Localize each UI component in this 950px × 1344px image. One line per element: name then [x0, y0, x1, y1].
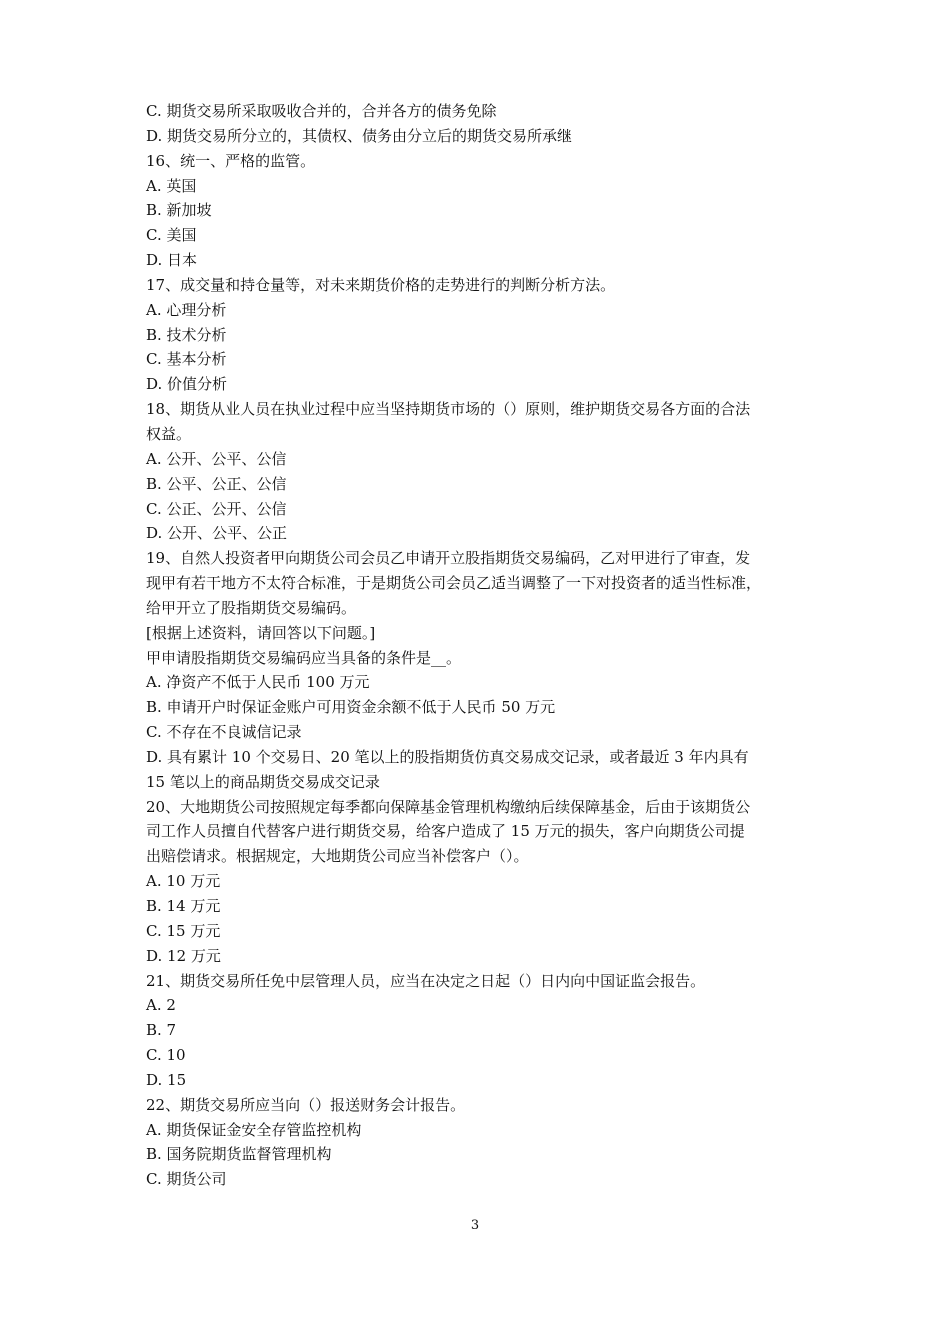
question-19-continued: 现甲有若干地方不太符合标准，于是期货公司会员乙适当调整了一下对投资者的适当性标准， [146, 574, 762, 593]
option-a: A. 10 万元 [146, 872, 221, 891]
option-a: A. 心理分析 [146, 300, 227, 319]
option-d-continued: 15 笔以上的商品期货交易成交记录 [146, 772, 380, 791]
option-c: C. 10 [146, 1046, 186, 1065]
question-16: 16、统一、严格的监管。 [146, 151, 316, 170]
option-b: B. 技术分析 [146, 325, 227, 344]
question-20-continued: 出赔偿请求。根据规定，大地期货公司应当补偿客户（）。 [146, 847, 529, 866]
option-c: C. 不存在不良诚信记录 [146, 723, 302, 742]
option-b: B. 14 万元 [146, 897, 221, 915]
question-18: 18、期货从业人员在执业过程中应当坚持期货市场的（）原则，维护期货交易各方面的合法 [146, 400, 751, 419]
question-22: 22、期货交易所应当向（）报送财务会计报告。 [146, 1095, 466, 1114]
question-17: 17、成交量和持仓量等，对未来期货价格的走势进行的判断分析方法。 [146, 275, 616, 294]
option-a: A. 期货保证金安全存管监控机构 [146, 1120, 362, 1139]
sub-question: 甲申请股指期货交易编码应当具备的条件是__。 [146, 648, 462, 667]
option-d: D. 具有累计 10 个交易日、20 笔以上的股指期货仿真交易成交记录，或者最近 3 年内具有 [146, 747, 749, 766]
text-line: C. 期货交易所采取吸收合并的，合并各方的债务免除 [146, 102, 497, 120]
option-b: B. 国务院期货监督管理机构 [146, 1145, 332, 1164]
instruction-note: [根据上述资料，请回答以下问题。] [146, 623, 376, 642]
option-a: A. 公开、公平、公信 [146, 449, 287, 468]
option-b: B. 新加坡 [146, 201, 212, 220]
option-d: D. 日本 [146, 251, 198, 270]
text-line: D. 期货交易所分立的，其债权、债务由分立后的期货交易所承继 [146, 126, 573, 145]
option-c: C. 基本分析 [146, 350, 227, 369]
option-d: D. 12 万元 [146, 946, 221, 965]
option-c: C. 公正、公开、公信 [146, 499, 287, 518]
option-c: C. 15 万元 [146, 921, 221, 940]
option-b: B. 7 [146, 1021, 177, 1040]
question-18-continued: 权益。 [146, 424, 192, 443]
option-a: A. 英国 [146, 176, 197, 195]
option-c: C. 美国 [146, 226, 197, 245]
page-number: 3 [470, 1218, 480, 1233]
question-19: 19、自然人投资者甲向期货公司会员乙申请开立股指期货交易编码，乙对甲进行了审查，发 [146, 549, 751, 568]
option-b: B. 申请开户时保证金账户可用资金余额不低于人民币 50 万元 [146, 698, 556, 717]
option-a: A. 净资产不低于人民币 100 万元 [146, 673, 370, 692]
question-21: 21、期货交易所任免中层管理人员，应当在决定之日起（）日内向中国证监会报告。 [146, 971, 706, 990]
option-a: A. 2 [146, 996, 176, 1015]
question-20-continued: 司工作人员擅自代替客户进行期货交易，给客户造成了 15 万元的损失，客户向期货公司提 [146, 822, 745, 841]
option-c: C. 期货公司 [146, 1170, 227, 1189]
question-19-continued: 给甲开立了股指期货交易编码。 [146, 598, 357, 617]
page-body [146, 99, 818, 1192]
option-d: D. 15 [146, 1070, 187, 1089]
option-d: D. 公开、公平、公正 [146, 524, 288, 543]
option-d: D. 价值分析 [146, 375, 228, 394]
question-20: 20、大地期货公司按照规定每季都向保障基金管理机构缴纳后续保障基金，后由于该期货公 [146, 797, 751, 816]
option-b: B. 公平、公正、公信 [146, 474, 287, 493]
